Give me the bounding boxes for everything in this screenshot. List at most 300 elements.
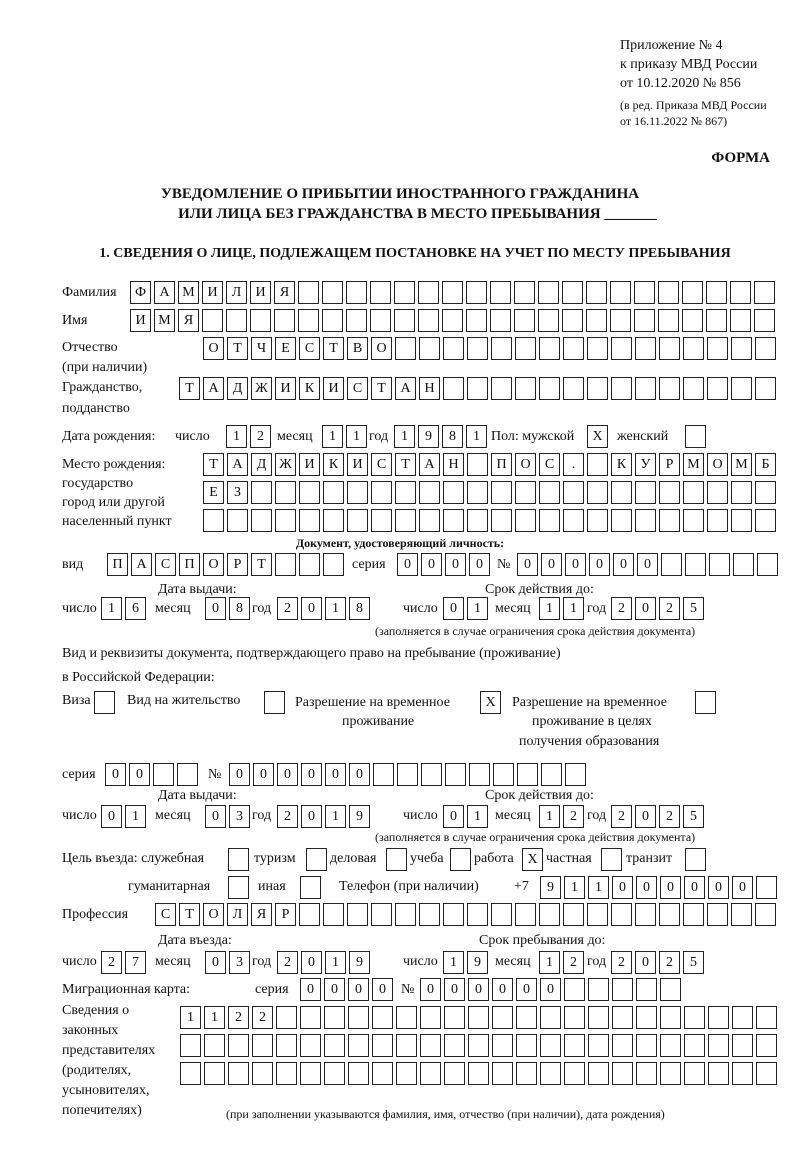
char-box[interactable] <box>635 509 656 532</box>
char-box[interactable] <box>419 337 440 360</box>
char-box[interactable]: О <box>371 337 392 360</box>
char-box[interactable] <box>730 309 751 332</box>
char-box[interactable]: 0 <box>301 597 322 620</box>
char-box[interactable] <box>348 1006 369 1029</box>
char-box[interactable] <box>468 1006 489 1029</box>
char-box[interactable] <box>682 281 703 304</box>
char-box[interactable] <box>467 453 488 476</box>
char-box[interactable] <box>612 1006 633 1029</box>
char-box[interactable]: 1 <box>322 425 343 448</box>
char-box[interactable] <box>491 377 512 400</box>
char-box[interactable] <box>394 281 415 304</box>
char-box[interactable] <box>371 903 392 926</box>
char-box[interactable] <box>660 1034 681 1057</box>
char-box[interactable]: Н <box>443 453 464 476</box>
char-box[interactable] <box>733 553 754 576</box>
char-box[interactable] <box>658 309 679 332</box>
char-box[interactable] <box>636 1034 657 1057</box>
char-box[interactable]: 2 <box>611 951 632 974</box>
char-box[interactable] <box>203 509 224 532</box>
char-box[interactable]: С <box>299 337 320 360</box>
char-box[interactable]: 0 <box>301 763 322 786</box>
char-box[interactable]: 0 <box>660 876 681 899</box>
char-box[interactable] <box>515 509 536 532</box>
char-box[interactable] <box>684 1006 705 1029</box>
char-box[interactable]: 0 <box>372 978 393 1001</box>
char-box[interactable]: Т <box>227 337 248 360</box>
char-box[interactable]: С <box>539 453 560 476</box>
char-box[interactable] <box>300 1006 321 1029</box>
char-box[interactable]: С <box>371 453 392 476</box>
char-box[interactable] <box>491 509 512 532</box>
checkbox[interactable] <box>264 691 285 714</box>
char-box[interactable] <box>153 763 174 786</box>
char-box[interactable]: К <box>299 377 320 400</box>
char-box[interactable] <box>395 337 416 360</box>
char-box[interactable] <box>492 1062 513 1085</box>
char-box[interactable] <box>515 337 536 360</box>
char-box[interactable]: К <box>611 453 632 476</box>
char-box[interactable] <box>683 903 704 926</box>
char-box[interactable]: Т <box>179 903 200 926</box>
char-box[interactable]: Р <box>227 553 248 576</box>
char-box[interactable] <box>540 1006 561 1029</box>
char-box[interactable] <box>467 903 488 926</box>
char-box[interactable]: 0 <box>635 951 656 974</box>
checkbox[interactable] <box>228 876 249 899</box>
char-box[interactable] <box>492 1034 513 1057</box>
char-box[interactable] <box>635 377 656 400</box>
char-box[interactable] <box>372 1006 393 1029</box>
char-box[interactable] <box>708 1062 729 1085</box>
char-box[interactable]: 0 <box>517 553 538 576</box>
char-box[interactable] <box>587 481 608 504</box>
char-box[interactable] <box>347 509 368 532</box>
char-box[interactable] <box>517 763 538 786</box>
char-box[interactable] <box>372 1034 393 1057</box>
char-box[interactable]: 1 <box>563 597 584 620</box>
char-box[interactable]: И <box>275 377 296 400</box>
char-box[interactable] <box>755 903 776 926</box>
char-box[interactable] <box>348 1034 369 1057</box>
checkbox[interactable]: X <box>587 425 608 448</box>
char-box[interactable] <box>587 453 608 476</box>
char-box[interactable] <box>565 763 586 786</box>
char-box[interactable]: Я <box>178 309 199 332</box>
char-box[interactable] <box>539 377 560 400</box>
char-box[interactable] <box>396 1006 417 1029</box>
char-box[interactable] <box>564 978 585 1001</box>
char-box[interactable] <box>634 309 655 332</box>
char-box[interactable]: И <box>347 453 368 476</box>
char-box[interactable] <box>395 903 416 926</box>
char-box[interactable] <box>683 377 704 400</box>
char-box[interactable] <box>732 1006 753 1029</box>
char-box[interactable]: 0 <box>421 553 442 576</box>
char-box[interactable] <box>755 377 776 400</box>
char-box[interactable]: Ф <box>130 281 151 304</box>
char-box[interactable] <box>418 281 439 304</box>
char-box[interactable] <box>685 553 706 576</box>
char-box[interactable] <box>396 1034 417 1057</box>
char-box[interactable]: 0 <box>637 553 658 576</box>
char-box[interactable] <box>324 1006 345 1029</box>
char-box[interactable] <box>756 1034 777 1057</box>
char-box[interactable] <box>684 1034 705 1057</box>
char-box[interactable]: 1 <box>101 597 122 620</box>
char-box[interactable] <box>420 1062 441 1085</box>
char-box[interactable]: 1 <box>180 1006 201 1029</box>
char-box[interactable]: 0 <box>253 763 274 786</box>
char-box[interactable]: 1 <box>539 597 560 620</box>
char-box[interactable] <box>370 281 391 304</box>
char-box[interactable] <box>515 903 536 926</box>
char-box[interactable] <box>275 509 296 532</box>
char-box[interactable] <box>588 1006 609 1029</box>
char-box[interactable]: 2 <box>252 1006 273 1029</box>
char-box[interactable] <box>445 763 466 786</box>
char-box[interactable]: 2 <box>277 597 298 620</box>
char-box[interactable] <box>612 978 633 1001</box>
checkbox[interactable] <box>695 691 716 714</box>
char-box[interactable]: 0 <box>205 951 226 974</box>
char-box[interactable]: М <box>178 281 199 304</box>
char-box[interactable] <box>370 309 391 332</box>
char-box[interactable]: 0 <box>105 763 126 786</box>
char-box[interactable]: 1 <box>125 805 146 828</box>
char-box[interactable] <box>322 309 343 332</box>
char-box[interactable]: 0 <box>612 876 633 899</box>
char-box[interactable] <box>466 309 487 332</box>
char-box[interactable] <box>539 509 560 532</box>
char-box[interactable] <box>373 763 394 786</box>
char-box[interactable] <box>755 509 776 532</box>
char-box[interactable] <box>610 281 631 304</box>
char-box[interactable]: 2 <box>659 597 680 620</box>
char-box[interactable]: 1 <box>467 805 488 828</box>
char-box[interactable]: 1 <box>467 597 488 620</box>
char-box[interactable] <box>228 1062 249 1085</box>
char-box[interactable]: 0 <box>732 876 753 899</box>
char-box[interactable] <box>658 281 679 304</box>
char-box[interactable]: А <box>227 453 248 476</box>
checkbox[interactable] <box>228 848 249 871</box>
char-box[interactable] <box>276 1034 297 1057</box>
char-box[interactable] <box>659 337 680 360</box>
char-box[interactable] <box>562 309 583 332</box>
char-box[interactable] <box>636 978 657 1001</box>
char-box[interactable]: И <box>202 281 223 304</box>
char-box[interactable] <box>443 481 464 504</box>
char-box[interactable] <box>516 1006 537 1029</box>
char-box[interactable]: Р <box>659 453 680 476</box>
char-box[interactable] <box>419 509 440 532</box>
char-box[interactable]: 0 <box>565 553 586 576</box>
char-box[interactable] <box>659 377 680 400</box>
char-box[interactable] <box>300 1062 321 1085</box>
char-box[interactable] <box>731 903 752 926</box>
char-box[interactable] <box>562 281 583 304</box>
char-box[interactable] <box>347 481 368 504</box>
char-box[interactable]: З <box>227 481 248 504</box>
char-box[interactable]: 1 <box>325 805 346 828</box>
char-box[interactable] <box>322 281 343 304</box>
char-box[interactable]: 5 <box>683 805 704 828</box>
char-box[interactable]: 0 <box>516 978 537 1001</box>
char-box[interactable] <box>587 377 608 400</box>
char-box[interactable] <box>540 1034 561 1057</box>
char-box[interactable]: Л <box>226 281 247 304</box>
char-box[interactable] <box>540 1062 561 1085</box>
char-box[interactable] <box>516 1034 537 1057</box>
char-box[interactable] <box>323 553 344 576</box>
char-box[interactable] <box>444 1062 465 1085</box>
char-box[interactable]: 0 <box>129 763 150 786</box>
char-box[interactable] <box>204 1062 225 1085</box>
char-box[interactable]: 0 <box>635 597 656 620</box>
char-box[interactable] <box>490 309 511 332</box>
char-box[interactable]: С <box>155 553 176 576</box>
char-box[interactable] <box>469 763 490 786</box>
char-box[interactable]: 2 <box>563 951 584 974</box>
char-box[interactable] <box>635 903 656 926</box>
char-box[interactable] <box>299 481 320 504</box>
char-box[interactable]: 0 <box>468 978 489 1001</box>
char-box[interactable] <box>298 309 319 332</box>
char-box[interactable]: Е <box>275 337 296 360</box>
char-box[interactable] <box>634 281 655 304</box>
char-box[interactable] <box>346 281 367 304</box>
char-box[interactable] <box>323 481 344 504</box>
char-box[interactable] <box>707 337 728 360</box>
char-box[interactable]: А <box>419 453 440 476</box>
char-box[interactable] <box>563 509 584 532</box>
char-box[interactable] <box>563 337 584 360</box>
char-box[interactable]: 0 <box>348 978 369 1001</box>
char-box[interactable]: 1 <box>588 876 609 899</box>
char-box[interactable]: Т <box>371 377 392 400</box>
char-box[interactable] <box>755 337 776 360</box>
char-box[interactable]: . <box>563 453 584 476</box>
char-box[interactable] <box>467 509 488 532</box>
char-box[interactable]: С <box>155 903 176 926</box>
char-box[interactable]: Я <box>251 903 272 926</box>
char-box[interactable] <box>251 509 272 532</box>
char-box[interactable] <box>420 1034 441 1057</box>
char-box[interactable] <box>730 281 751 304</box>
char-box[interactable] <box>683 337 704 360</box>
char-box[interactable] <box>252 1062 273 1085</box>
char-box[interactable]: 0 <box>444 978 465 1001</box>
char-box[interactable]: Б <box>755 453 776 476</box>
char-box[interactable] <box>299 553 320 576</box>
char-box[interactable] <box>683 509 704 532</box>
char-box[interactable] <box>683 481 704 504</box>
char-box[interactable]: 0 <box>277 763 298 786</box>
char-box[interactable] <box>636 1006 657 1029</box>
char-box[interactable] <box>467 481 488 504</box>
char-box[interactable]: 2 <box>611 597 632 620</box>
char-box[interactable]: И <box>250 281 271 304</box>
char-box[interactable]: И <box>323 377 344 400</box>
char-box[interactable]: А <box>395 377 416 400</box>
char-box[interactable]: 0 <box>325 763 346 786</box>
char-box[interactable] <box>708 1034 729 1057</box>
char-box[interactable]: 9 <box>349 951 370 974</box>
char-box[interactable] <box>515 481 536 504</box>
char-box[interactable] <box>564 1062 585 1085</box>
char-box[interactable] <box>707 377 728 400</box>
char-box[interactable]: С <box>347 377 368 400</box>
char-box[interactable] <box>372 1062 393 1085</box>
char-box[interactable]: 0 <box>205 597 226 620</box>
char-box[interactable]: 6 <box>125 597 146 620</box>
char-box[interactable] <box>251 481 272 504</box>
char-box[interactable] <box>467 377 488 400</box>
char-box[interactable]: 7 <box>125 951 146 974</box>
char-box[interactable]: 0 <box>300 978 321 1001</box>
char-box[interactable]: 0 <box>443 805 464 828</box>
char-box[interactable] <box>756 1006 777 1029</box>
char-box[interactable] <box>682 309 703 332</box>
checkbox[interactable] <box>306 848 327 871</box>
char-box[interactable] <box>371 509 392 532</box>
checkbox[interactable] <box>300 876 321 899</box>
char-box[interactable] <box>490 281 511 304</box>
char-box[interactable]: 3 <box>229 805 250 828</box>
char-box[interactable] <box>275 481 296 504</box>
char-box[interactable] <box>611 509 632 532</box>
char-box[interactable] <box>660 1062 681 1085</box>
char-box[interactable] <box>611 337 632 360</box>
char-box[interactable]: Я <box>274 281 295 304</box>
char-box[interactable] <box>709 553 730 576</box>
char-box[interactable]: М <box>683 453 704 476</box>
char-box[interactable]: 0 <box>589 553 610 576</box>
char-box[interactable] <box>611 377 632 400</box>
char-box[interactable]: 2 <box>659 951 680 974</box>
checkbox[interactable] <box>94 691 115 714</box>
char-box[interactable]: 5 <box>683 597 704 620</box>
char-box[interactable] <box>347 903 368 926</box>
char-box[interactable] <box>564 1034 585 1057</box>
char-box[interactable]: Д <box>251 453 272 476</box>
char-box[interactable] <box>324 1034 345 1057</box>
char-box[interactable] <box>636 1062 657 1085</box>
char-box[interactable]: 2 <box>277 951 298 974</box>
char-box[interactable] <box>516 1062 537 1085</box>
char-box[interactable]: 0 <box>349 763 370 786</box>
checkbox[interactable] <box>685 848 706 871</box>
char-box[interactable]: 1 <box>443 951 464 974</box>
char-box[interactable]: 1 <box>204 1006 225 1029</box>
char-box[interactable] <box>612 1034 633 1057</box>
char-box[interactable]: 0 <box>443 597 464 620</box>
char-box[interactable] <box>538 309 559 332</box>
char-box[interactable] <box>298 281 319 304</box>
char-box[interactable] <box>396 1062 417 1085</box>
char-box[interactable]: Р <box>275 903 296 926</box>
char-box[interactable]: П <box>179 553 200 576</box>
char-box[interactable] <box>659 903 680 926</box>
char-box[interactable] <box>757 553 778 576</box>
char-box[interactable] <box>323 509 344 532</box>
char-box[interactable]: 0 <box>469 553 490 576</box>
char-box[interactable]: 2 <box>611 805 632 828</box>
char-box[interactable] <box>539 903 560 926</box>
char-box[interactable] <box>588 1034 609 1057</box>
char-box[interactable] <box>538 281 559 304</box>
char-box[interactable] <box>467 337 488 360</box>
char-box[interactable] <box>493 763 514 786</box>
char-box[interactable]: 2 <box>563 805 584 828</box>
char-box[interactable] <box>397 763 418 786</box>
char-box[interactable]: А <box>154 281 175 304</box>
char-box[interactable]: 8 <box>229 597 250 620</box>
char-box[interactable] <box>732 1034 753 1057</box>
char-box[interactable]: 0 <box>301 805 322 828</box>
char-box[interactable]: Т <box>323 337 344 360</box>
char-box[interactable] <box>539 337 560 360</box>
char-box[interactable]: 8 <box>349 597 370 620</box>
char-box[interactable] <box>707 481 728 504</box>
char-box[interactable]: 9 <box>467 951 488 974</box>
char-box[interactable]: 9 <box>540 876 561 899</box>
char-box[interactable]: 2 <box>277 805 298 828</box>
char-box[interactable] <box>276 1062 297 1085</box>
char-box[interactable]: 1 <box>466 425 487 448</box>
char-box[interactable]: 0 <box>205 805 226 828</box>
char-box[interactable]: 0 <box>101 805 122 828</box>
char-box[interactable] <box>660 978 681 1001</box>
char-box[interactable]: 8 <box>442 425 463 448</box>
char-box[interactable] <box>324 1062 345 1085</box>
char-box[interactable] <box>444 1006 465 1029</box>
char-box[interactable] <box>299 509 320 532</box>
char-box[interactable]: 0 <box>541 553 562 576</box>
char-box[interactable] <box>443 903 464 926</box>
char-box[interactable]: 2 <box>101 951 122 974</box>
char-box[interactable] <box>515 377 536 400</box>
char-box[interactable] <box>731 377 752 400</box>
char-box[interactable]: Т <box>251 553 272 576</box>
char-box[interactable] <box>395 509 416 532</box>
char-box[interactable] <box>587 337 608 360</box>
char-box[interactable]: 2 <box>250 425 271 448</box>
char-box[interactable] <box>394 309 415 332</box>
char-box[interactable] <box>252 1034 273 1057</box>
char-box[interactable] <box>491 337 512 360</box>
char-box[interactable]: Д <box>227 377 248 400</box>
char-box[interactable]: О <box>203 337 224 360</box>
char-box[interactable] <box>756 1062 777 1085</box>
char-box[interactable]: О <box>707 453 728 476</box>
char-box[interactable] <box>300 1034 321 1057</box>
char-box[interactable]: 0 <box>301 951 322 974</box>
char-box[interactable]: У <box>635 453 656 476</box>
char-box[interactable] <box>204 1034 225 1057</box>
char-box[interactable]: 9 <box>418 425 439 448</box>
char-box[interactable] <box>299 903 320 926</box>
char-box[interactable]: М <box>731 453 752 476</box>
char-box[interactable] <box>732 1062 753 1085</box>
char-box[interactable]: О <box>515 453 536 476</box>
char-box[interactable] <box>468 1062 489 1085</box>
char-box[interactable] <box>226 309 247 332</box>
char-box[interactable] <box>706 309 727 332</box>
char-box[interactable]: И <box>130 309 151 332</box>
char-box[interactable]: 1 <box>394 425 415 448</box>
